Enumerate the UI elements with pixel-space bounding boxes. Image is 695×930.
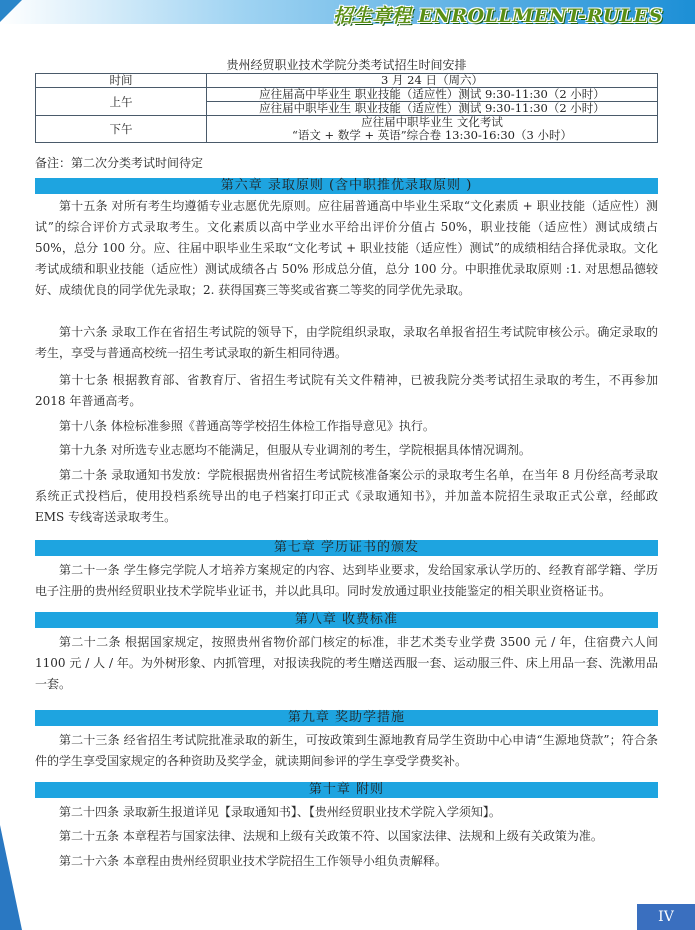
morning-row-1: 应往届高中毕业生 职业技能（适应性）测试 9:30-11:30（2 小时） bbox=[207, 88, 658, 102]
article-22: 第二十二条 根据国家规定，按照贵州省物价部门核定的标准，非艺术类专业学费 3500 元 / 年，住宿费六人间 1100 元 / 人 / 年。为外树形象、内抓管理，对报读我院的考生赠送西服一套、运动服三件、床上用品一套、洗漱用品一套。 bbox=[35, 635, 658, 691]
morning-row-2: 应往届中职毕业生 职业技能（适应性）测试 9:30-11:30（2 小时） bbox=[207, 102, 658, 116]
corner-decoration bbox=[0, 825, 22, 930]
article-20: 第二十条 录取通知书发放：学院根据贵州省招生考试院核准备案公示的录取考生名单，在当年 8 月份经高考录取系统正式投档后，使用投档系统导出的电子档案打印正式《录取通知书》，并加盖本院招生录取正式公章，经邮政 EMS 专线寄送录取考生。 bbox=[35, 468, 658, 524]
chapter-7-heading: 第七章 学历证书的颁发 bbox=[35, 540, 658, 556]
col-time-header: 时间 bbox=[36, 74, 207, 88]
afternoon-line-2: “语文 + 数学 + 英语”综合卷 13:30-16:30（3 小时） bbox=[292, 128, 572, 142]
article-26: 第二十六条 本章程由贵州经贸职业技术学院招生工作领导小组负责解释。 bbox=[59, 854, 447, 868]
schedule-table bbox=[35, 73, 658, 143]
article-16: 第十六条 录取工作在省招生考试院的领导下，由学院组织录取，录取名单报省招生考试院审核公示。确定录取的考生，享受与普通高校统一招生考试录取的新生相同待遇。 bbox=[35, 325, 658, 360]
article-24: 第二十四条 录取新生报道详见【录取通知书】、【贵州经贸职业技术学院入学须知】。 bbox=[59, 805, 501, 819]
article-15: 第十五条 对所有考生均遵循专业志愿优先原则。应往届普通高中毕业生采取“文化素质 + 职业技能（适应性）测试”的综合评价方式录取考生。文化素质以高中学业水平给出评价分值占 50%，职业技能（适应性）测试成绩占 50%，总分 100 分。应、往届中职毕业生采取“文化考试 + 职业技能（适应性）测试”的成绩相结合择优录取。文化考试成绩和职业技能（适应性）测试成绩各占 50% 形成总分值，总分 100 分。中职推优录取原则 :1. 对思想品德较好、成绩优良的同学优先录取；2. 获得国赛三等奖或省赛二等奖的同学优先录取。 bbox=[35, 199, 658, 297]
header-corner-decoration bbox=[0, 0, 22, 22]
afternoon-cell bbox=[207, 116, 658, 143]
page-number: IV bbox=[637, 904, 695, 930]
date-cell: 3 月 24 日（周六） bbox=[207, 74, 658, 88]
chapter-6-heading: 第六章 录取原则 (含中职推优录取原则 ) bbox=[35, 178, 658, 194]
schedule-title: 贵州经贸职业技术学院分类考试招生时间安排 bbox=[226, 58, 467, 72]
article-18: 第十八条 体检标准参照《普通高等学校招生体检工作指导意见》执行。 bbox=[59, 419, 435, 433]
remark-text: 备注：第二次分类考试时间待定 bbox=[35, 156, 204, 170]
article-25: 第二十五条 本章程若与国家法律、法规和上级有关政策不符、以国家法律、法规和上级有关政策为准。 bbox=[59, 829, 603, 843]
header-title: 招生章程 ENROLLMENT-RULES bbox=[333, 5, 663, 27]
chapter-9-heading: 第九章 奖助学措施 bbox=[35, 710, 658, 726]
article-21: 第二十一条 学生修完学院人才培养方案规定的内容、达到毕业要求，发给国家承认学历的、经教育部学籍、学历电子注册的贵州经贸职业技术学院毕业证书，并以此具印。同时发放通过职业技能鉴定的相关职业资格证书。 bbox=[35, 563, 658, 598]
article-23: 第二十三条 经省招生考试院批准录取的新生，可按政策到生源地教育局学生资助中心申请“生源地贷款”；符合条件的学生享受国家规定的各种资助及奖学金，就读期间参评的学生享受学费奖补。 bbox=[35, 733, 658, 768]
table-row bbox=[36, 74, 658, 88]
afternoon-line-1: 应往届中职毕业生 文化考试 bbox=[361, 115, 503, 129]
morning-label: 上午 bbox=[36, 88, 207, 116]
article-19: 第十九条 对所选专业志愿均不能满足，但服从专业调剂的考生，学院根据具体情况调剂。 bbox=[59, 443, 531, 457]
chapter-10-heading: 第十章 附则 bbox=[35, 782, 658, 798]
table-row bbox=[36, 116, 658, 143]
article-17: 第十七条 根据教育部、省教育厅、省招生考试院有关文件精神，已被我院分类考试招生录取的考生，不再参加 2018 年普通高考。 bbox=[35, 373, 658, 408]
afternoon-label: 下午 bbox=[36, 116, 207, 143]
table-row bbox=[36, 88, 658, 102]
chapter-8-heading: 第八章 收费标准 bbox=[35, 612, 658, 628]
